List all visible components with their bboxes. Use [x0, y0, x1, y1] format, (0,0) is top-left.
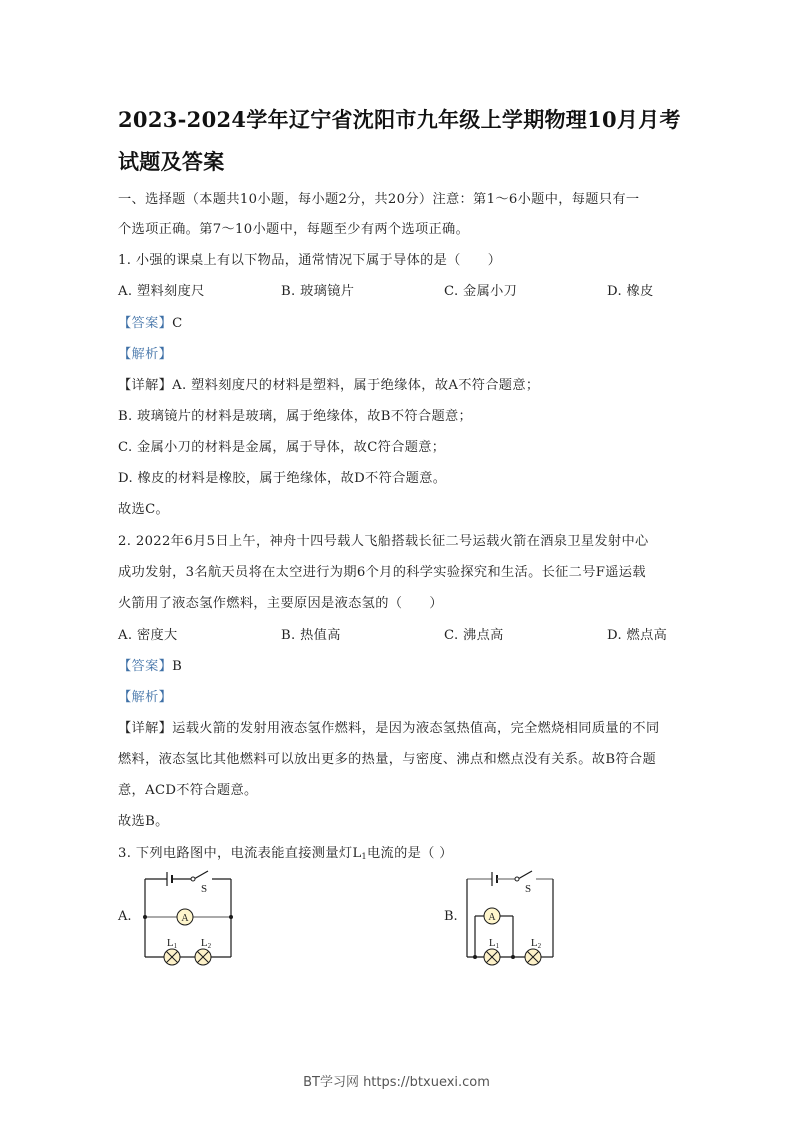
section-intro-line-2: 个选项正确。第7～10小题中，每题至少有两个选项正确。 [118, 222, 470, 237]
question-2-option-c: C. 沸点高 [444, 628, 504, 643]
question-2-conclusion: 故选B。 [118, 814, 169, 829]
question-2-answer [118, 655, 182, 674]
circuit-a-diagram [135, 865, 245, 970]
stem-text: 3. 下列电路图中，电流表能直接测量灯 [118, 846, 353, 861]
analysis-tag: 【解析】 [118, 347, 173, 362]
svg-text:L2: L2 [200, 937, 212, 950]
question-1-detail-line-2: B. 玻璃镜片的材料是玻璃，属于绝缘体，故B不符合题意； [118, 409, 473, 424]
svg-text:A: A [488, 912, 496, 923]
circuit-a-label: A. [118, 909, 132, 924]
question-1-stem: 1. 小强的课桌上有以下物品，通常情况下属于导体的是（ ） [118, 253, 502, 268]
question-3-stem [118, 842, 453, 861]
question-2-stem-line-2: 成功发射，3名航天员将在太空进行为期6个月的科学实验探究和生活。长征二号F遥运载 [118, 565, 646, 580]
junction-dot-icon [511, 955, 515, 959]
stem-text: 电流的是（ ） [367, 846, 453, 861]
question-2-detail-line-2: 燃料，液态氢比其他燃料可以放出更多的热量，与密度、沸点和燃点没有关系。故B符合题 [118, 752, 656, 767]
question-1-conclusion: 故选C。 [118, 502, 170, 517]
svg-text:L1: L1 [488, 937, 500, 950]
detail-tag: 【详解】 [118, 721, 173, 736]
question-1-detail-line-3: C. 金属小刀的材料是金属，属于导体，故C符合题意； [118, 440, 446, 455]
lamp-l1-icon [164, 949, 180, 965]
answer-tag: 【答案】 [118, 659, 173, 674]
junction-dot-icon [143, 915, 147, 919]
question-2-option-d: D. 燃点高 [607, 628, 668, 643]
analysis-tag: 【解析】 [118, 690, 173, 705]
footer-watermark [0, 1071, 793, 1090]
detail-tag: 【详解】 [118, 378, 173, 393]
junction-dot-icon [229, 915, 233, 919]
answer-tag: 【答案】 [118, 316, 173, 331]
svg-text:S: S [524, 883, 532, 895]
question-1-detail-line-4: D. 橡皮的材料是橡胶，属于绝缘体，故D不符合题意。 [118, 471, 447, 486]
question-1-option-a: A. 塑料刻度尺 [118, 284, 205, 299]
circuit-b-diagram [460, 865, 565, 970]
document-title-line-2: 试题及答案 [118, 149, 225, 174]
svg-text:L2: L2 [530, 937, 542, 950]
section-intro-line-1: 一、选择题（本题共10小题，每小题2分，共20分）注意：第1～6小题中，每题只有一 [118, 192, 640, 207]
svg-text:S: S [200, 883, 208, 895]
question-2-option-b: B. 热值高 [281, 628, 341, 643]
question-1-option-d: D. 橡皮 [607, 284, 654, 299]
footer-link[interactable]: BT学习网 https://btxuexi.com [303, 1075, 490, 1090]
detail-text: 运载火箭的发射用液态氢作燃料，是因为液态氢热值高，完全燃烧相同质量的不同 [172, 721, 660, 736]
svg-text:L1: L1 [166, 937, 178, 950]
lamp-subscript: 1 [361, 852, 367, 861]
question-1-analysis-tag [118, 343, 172, 362]
answer-value: C [172, 316, 183, 331]
question-2-option-a: A. 密度大 [118, 628, 178, 643]
lamp-l2-icon [195, 949, 211, 965]
lamp-l2-icon [525, 949, 541, 965]
question-2-analysis-tag [118, 686, 172, 705]
question-2-detail-line-1 [118, 717, 660, 736]
junction-dot-icon [473, 955, 477, 959]
question-2-stem-line-1: 2. 2022年6月5日上午，神舟十四号载人飞船搭载长征二号运载火箭在酒泉卫星发射中心 [118, 534, 649, 549]
detail-text: A. 塑料刻度尺的材料是塑料，属于绝缘体，故A不符合题意； [172, 378, 540, 393]
lamp-l1-icon [484, 949, 500, 965]
question-1-option-c: C. 金属小刀 [444, 284, 518, 299]
question-1-answer [118, 312, 183, 331]
lamp-symbol: L [352, 846, 362, 861]
circuit-b-label: B. [444, 909, 458, 924]
document-title-line-1: 2023-2024学年辽宁省沈阳市九年级上学期物理10月月考 [118, 107, 681, 132]
answer-value: B [172, 659, 183, 674]
question-1-detail-line-1 [118, 374, 539, 393]
switch-lever-icon [518, 871, 532, 879]
svg-text:A: A [181, 913, 189, 924]
question-1-option-b: B. 玻璃镜片 [281, 284, 355, 299]
question-2-detail-line-3: 意，ACD不符合题意。 [118, 783, 258, 798]
question-2-stem-line-3: 火箭用了液态氢作燃料，主要原因是液态氢的（ ） [118, 596, 443, 611]
switch-lever-icon [194, 871, 208, 879]
